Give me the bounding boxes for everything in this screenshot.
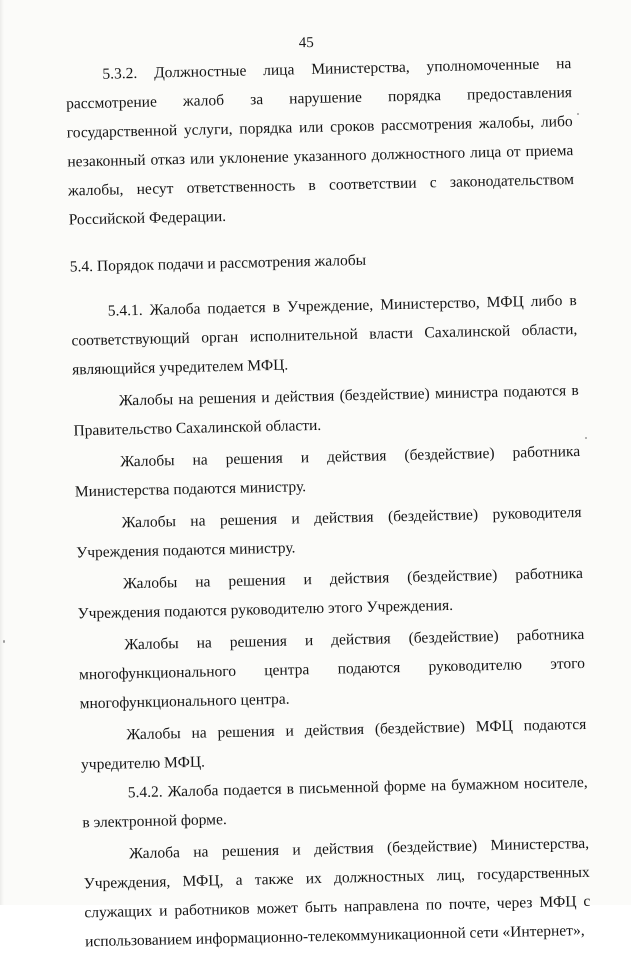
paragraph-5-3-2: 5.3.2. Должностные лица Министерства, уполномоченные на рассмотрение жалоб за нарушение порядка предоставления государственной услуги, порядка или сроков рассмотрения жалобы, либо незаконный отказ или уклонение указанного должностного лица от приема жалобы, несут ответственность в соответствии с законодательством Российской Федерации. xyxy=(65,55,575,229)
paragraph-complaints-mfc: Жалобы на решения и действия (бездействие) МФЦ подаются учредителю МФЦ. xyxy=(80,715,587,774)
page-number: 45 xyxy=(298,34,314,52)
paragraph-complaints-institution-worker: Жалобы на решения и действия (бездействие) работника Учреждения подаются руководителю этого Учреждения. xyxy=(77,564,584,623)
paragraph-complaints-institution-head: Жалобы на решения и действия (бездействие) руководителя Учреждения подаются министру. xyxy=(76,503,582,562)
scan-speck xyxy=(577,113,579,115)
scan-speck xyxy=(585,437,587,439)
paragraph-5-4-2: 5.4.2. Жалоба подается в письменной форме на бумажном носителе, в электронной форме. xyxy=(82,773,588,832)
document-body xyxy=(65,49,591,956)
paragraph-complaints-minister: Жалобы на решения и действия (бездействие) министра подаются в Правительство Сахалинской области. xyxy=(73,382,579,440)
paragraph-complaints-ministry-worker: Жалобы на решения и действия (бездействие) работника Министерства подаются министру. xyxy=(74,442,581,501)
paragraph-complaint-delivery: Жалоба на решения и действия (бездействие) Министерства, Учреждения, МФЦ, а также их должностных лиц, государственных служащих и работников может быть направлена по почте, через МФЦ с использованием информационно-телекоммуникационной сети «Интернет», xyxy=(83,834,591,951)
scan-speck xyxy=(3,640,5,643)
section-heading-5-4: 5.4. Порядок подачи и рассмотрения жалобы xyxy=(69,251,367,276)
paragraph-5-4-1: 5.4.1. Жалоба подается в Учреждение, Министерство, МФЦ либо в соответствующий орган исполнительной власти Сахалинской области, являющийся учредителем МФЦ. xyxy=(71,292,578,379)
paragraph-complaints-mfc-worker: Жалобы на решения и действия (бездействие) работника многофункционального центра подаются руководителю этого многофункционального центра. xyxy=(78,625,586,713)
